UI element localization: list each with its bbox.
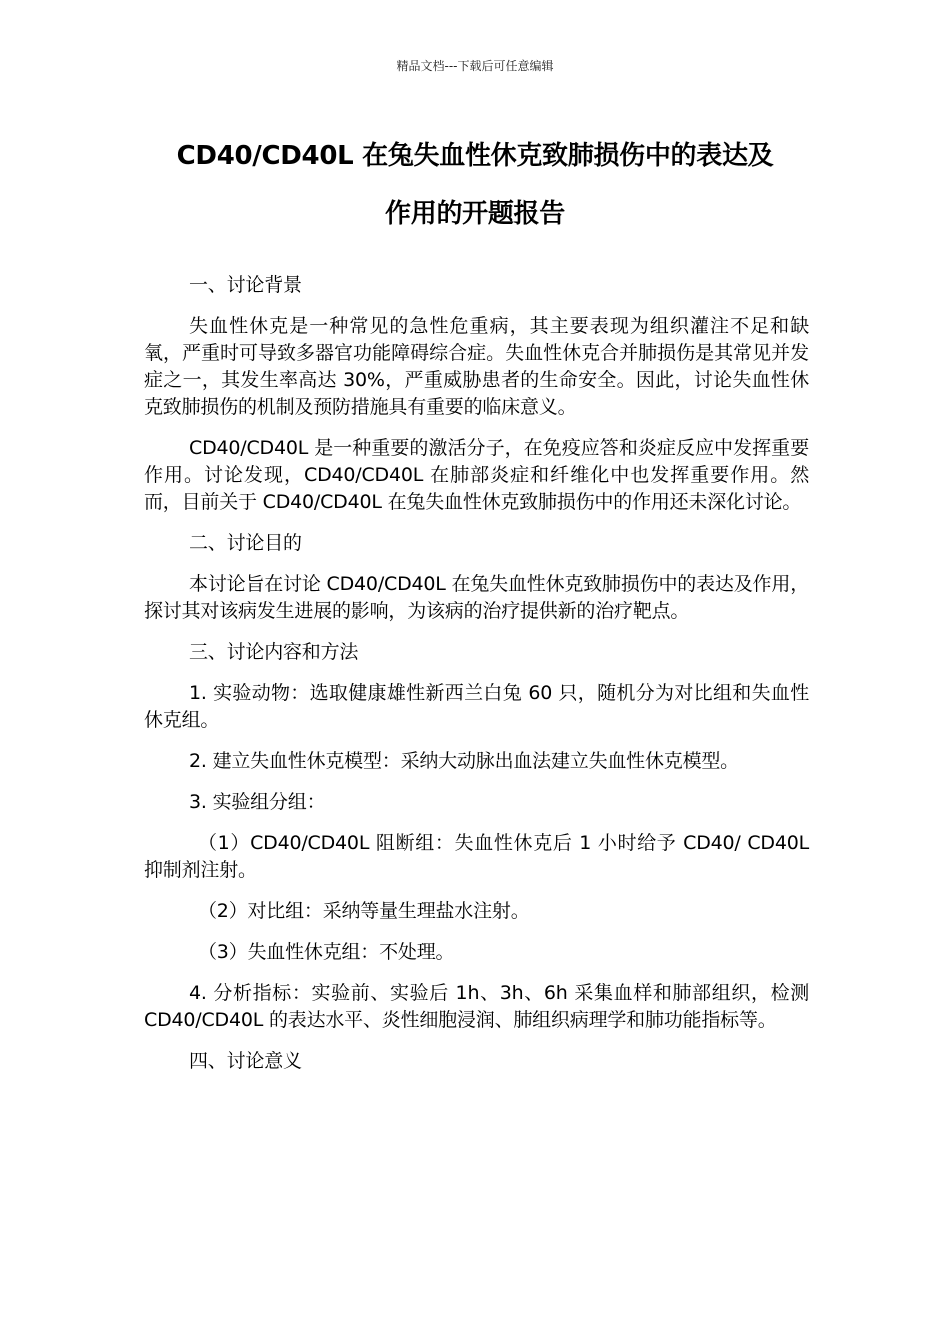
methods-item-4: 4. 分析指标：实验前、实验后 1h、3h、6h 采集血样和肺部组织，检测 CD40/CD40L 的表达水平、炎性细胞浸润、肺组织病理学和肺功能指标等。 xyxy=(144,982,809,1031)
section-heading-background: 一、讨论背景 xyxy=(189,274,302,296)
methods-subitem-2: （2）对比组：采纳等量生理盐水注射。 xyxy=(198,900,530,922)
background-paragraph-1: 失血性休克是一种常见的急性危重病，其主要表现为组织灌注不足和缺氧，严重时可导致多器官功能障碍综合症。失血性休克合并肺损伤是其常见并发症之一，其发生率高达 30%，严重威胁患者的生命安全。因此，讨论失血性休克致肺损伤的机制及预防措施具有重要的临床意义。 xyxy=(144,315,809,418)
document-body xyxy=(144,272,809,1089)
section-heading-methods: 三、讨论内容和方法 xyxy=(189,641,359,663)
methods-subitem-1: （1）CD40/CD40L 阻断组：失血性休克后 1 小时给予 CD40/ CD40L 抑制剂注射。 xyxy=(144,832,809,881)
header-note: 精品文档---下载后可任意编辑 xyxy=(396,59,554,73)
methods-item-3: 3. 实验组分组： xyxy=(189,791,326,813)
document-title-line-1: CD40/CD40L 在兔失血性休克致肺损伤中的表达及 xyxy=(176,141,774,171)
section-heading-significance: 四、讨论意义 xyxy=(189,1050,302,1072)
methods-subitem-3: （3）失血性休克组：不处理。 xyxy=(198,941,455,963)
methods-item-1: 1. 实验动物：选取健康雄性新西兰白兔 60 只，随机分为对比组和失血性休克组。 xyxy=(144,682,809,731)
methods-item-2: 2. 建立失血性休克模型：采纳大动脉出血法建立失血性休克模型。 xyxy=(189,750,739,772)
background-paragraph-2: CD40/CD40L 是一种重要的激活分子，在免疫应答和炎症反应中发挥重要作用。讨论发现，CD40/CD40L 在肺部炎症和纤维化中也发挥重要作用。然而，目前关于 CD40/CD40L 在兔失血性休克致肺损伤中的作用还未深化讨论。 xyxy=(144,437,809,513)
document-title-line-2: 作用的开题报告 xyxy=(385,199,565,229)
purpose-paragraph: 本讨论旨在讨论 CD40/CD40L 在兔失血性休克致肺损伤中的表达及作用，探讨其对该病发生进展的影响，为该病的治疗提供新的治疗靶点。 xyxy=(144,573,809,622)
section-heading-purpose: 二、讨论目的 xyxy=(189,532,302,554)
